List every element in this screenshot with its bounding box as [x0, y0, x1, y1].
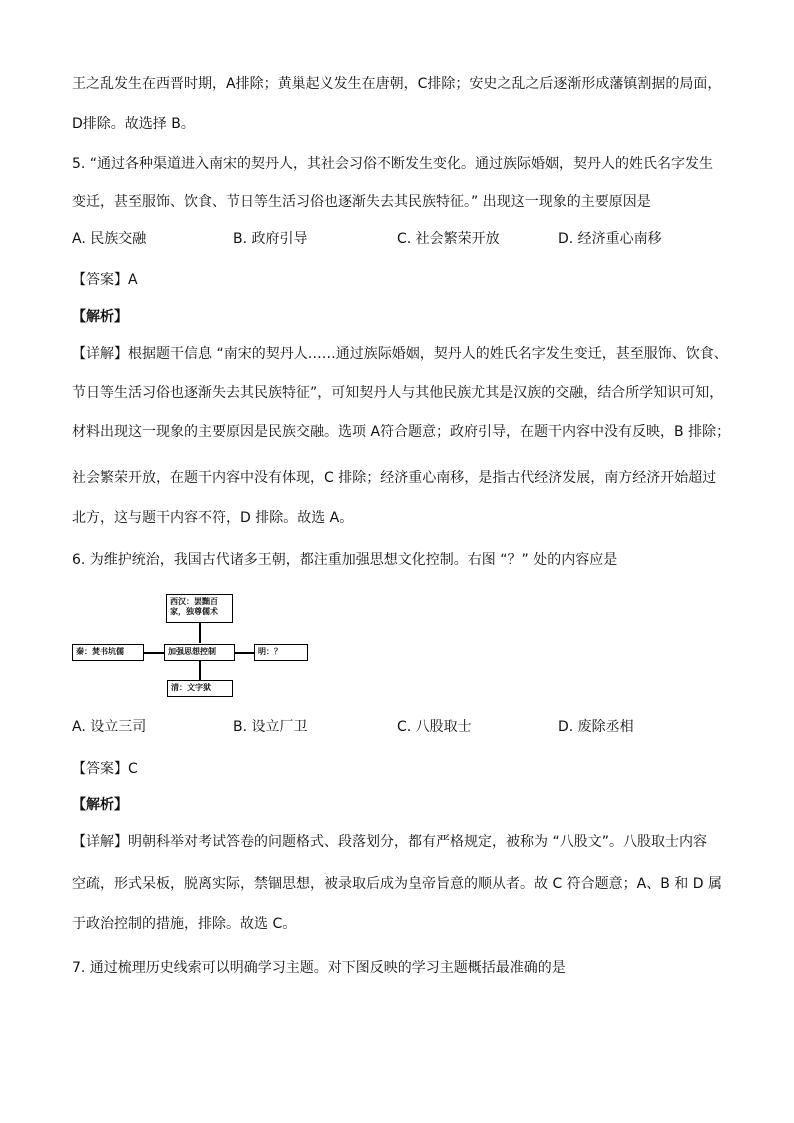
- q6-option-c: C. 八股取士: [397, 719, 472, 735]
- q5-detail-line-3: 材料出现这一现象的主要原因是民族交融。选项 A符合题意；政府引导，在题干内容中没有反映，B 排除；: [72, 424, 731, 440]
- box-center: 加强思想控制: [164, 644, 235, 661]
- q7-stem: 7. 通过梳理历史线索可以明确学习主题。对下图反映的学习主题概括最准确的是: [72, 960, 566, 976]
- connector-bottom: [199, 661, 201, 680]
- connector-right: [235, 652, 254, 654]
- q6-option-b: B. 设立厂卫: [233, 719, 308, 735]
- q6-option-d: D. 废除丞相: [558, 719, 634, 735]
- box-qing: 清：文字狱: [167, 680, 233, 697]
- q6-answer: 【答案】C: [72, 761, 138, 777]
- prev-explanation-line-2: D排除。故选择 B。: [72, 116, 195, 132]
- box-western-han-line-1: 西汉：罢黜百: [170, 596, 218, 606]
- q5-stem-line-2: 变迁，甚至服饰、饮食、节日等生活习俗也逐渐失去其民族特征。” 出现这一现象的主要原因是: [72, 194, 651, 210]
- q6-stem: 6. 为维护统治，我国古代诸多王朝，都注重加强思想文化控制。右图 “？” 处的内容应是: [72, 552, 618, 568]
- q5-detail-line-1: 【详解】根据题干信息 “南宋的契丹人……通过族际婚姻，契丹人的姓氏名字发生变迁，甚至服饰、饮食、: [72, 346, 728, 362]
- connector-top: [199, 622, 201, 643]
- q5-detail-line-2: 节日等生活习俗也逐渐失去其民族特征”，可知契丹人与其他民族尤其是汉族的交融，结合所学知识可知，: [72, 385, 724, 401]
- q5-analysis-heading: 【解析】: [72, 309, 128, 325]
- q5-detail-line-5: 北方，这与题干内容不符，D 排除。故选 A。: [72, 510, 354, 526]
- q5-option-b: B. 政府引导: [233, 231, 308, 247]
- q5-option-c: C. 社会繁荣开放: [397, 231, 500, 247]
- q6-analysis-heading: 【解析】: [72, 797, 128, 813]
- box-qin: 秦：焚书坑儒: [72, 644, 144, 661]
- q5-option-a: A. 民族交融: [72, 231, 147, 247]
- q5-detail-line-4: 社会繁荣开放，在题干内容中没有体现，C 排除；经济重心南移，是指古代经济发展，南方经济开始超过: [72, 470, 717, 486]
- connector-left: [144, 652, 164, 654]
- thought-control-diagram: [72, 590, 330, 702]
- box-western-han: [166, 594, 233, 623]
- q6-detail-line-3: 于政治控制的措施，排除。故选 C。: [72, 916, 297, 932]
- q5-stem-line-1: 5. “通过各种渠道进入南宋的契丹人，其社会习俗不断发生变化。通过族际婚姻，契丹人的姓氏名字发生: [72, 156, 714, 172]
- q5-option-d: D. 经济重心南移: [558, 231, 662, 247]
- box-ming: 明：？: [254, 644, 308, 661]
- q6-detail-line-2: 空疏，形式呆板，脱离实际，禁锢思想，被录取后成为皇帝旨意的顺从者。故 C 符合题意；A、B 和 D 属: [72, 876, 722, 892]
- q6-option-a: A. 设立三司: [72, 719, 147, 735]
- q5-answer: 【答案】A: [72, 272, 138, 288]
- prev-explanation-line-1: 王之乱发生在西晋时期，A排除；黄巢起义发生在唐朝，C排除；安史之乱之后逐渐形成藩镇割据的局面，: [72, 76, 722, 92]
- box-western-han-line-2: 家，独尊儒术: [170, 606, 218, 616]
- q6-detail-line-1: 【详解】明朝科举对考试答卷的问题格式、段落划分，都有严格规定，被称为 “八股文”。八股取士内容: [72, 834, 707, 850]
